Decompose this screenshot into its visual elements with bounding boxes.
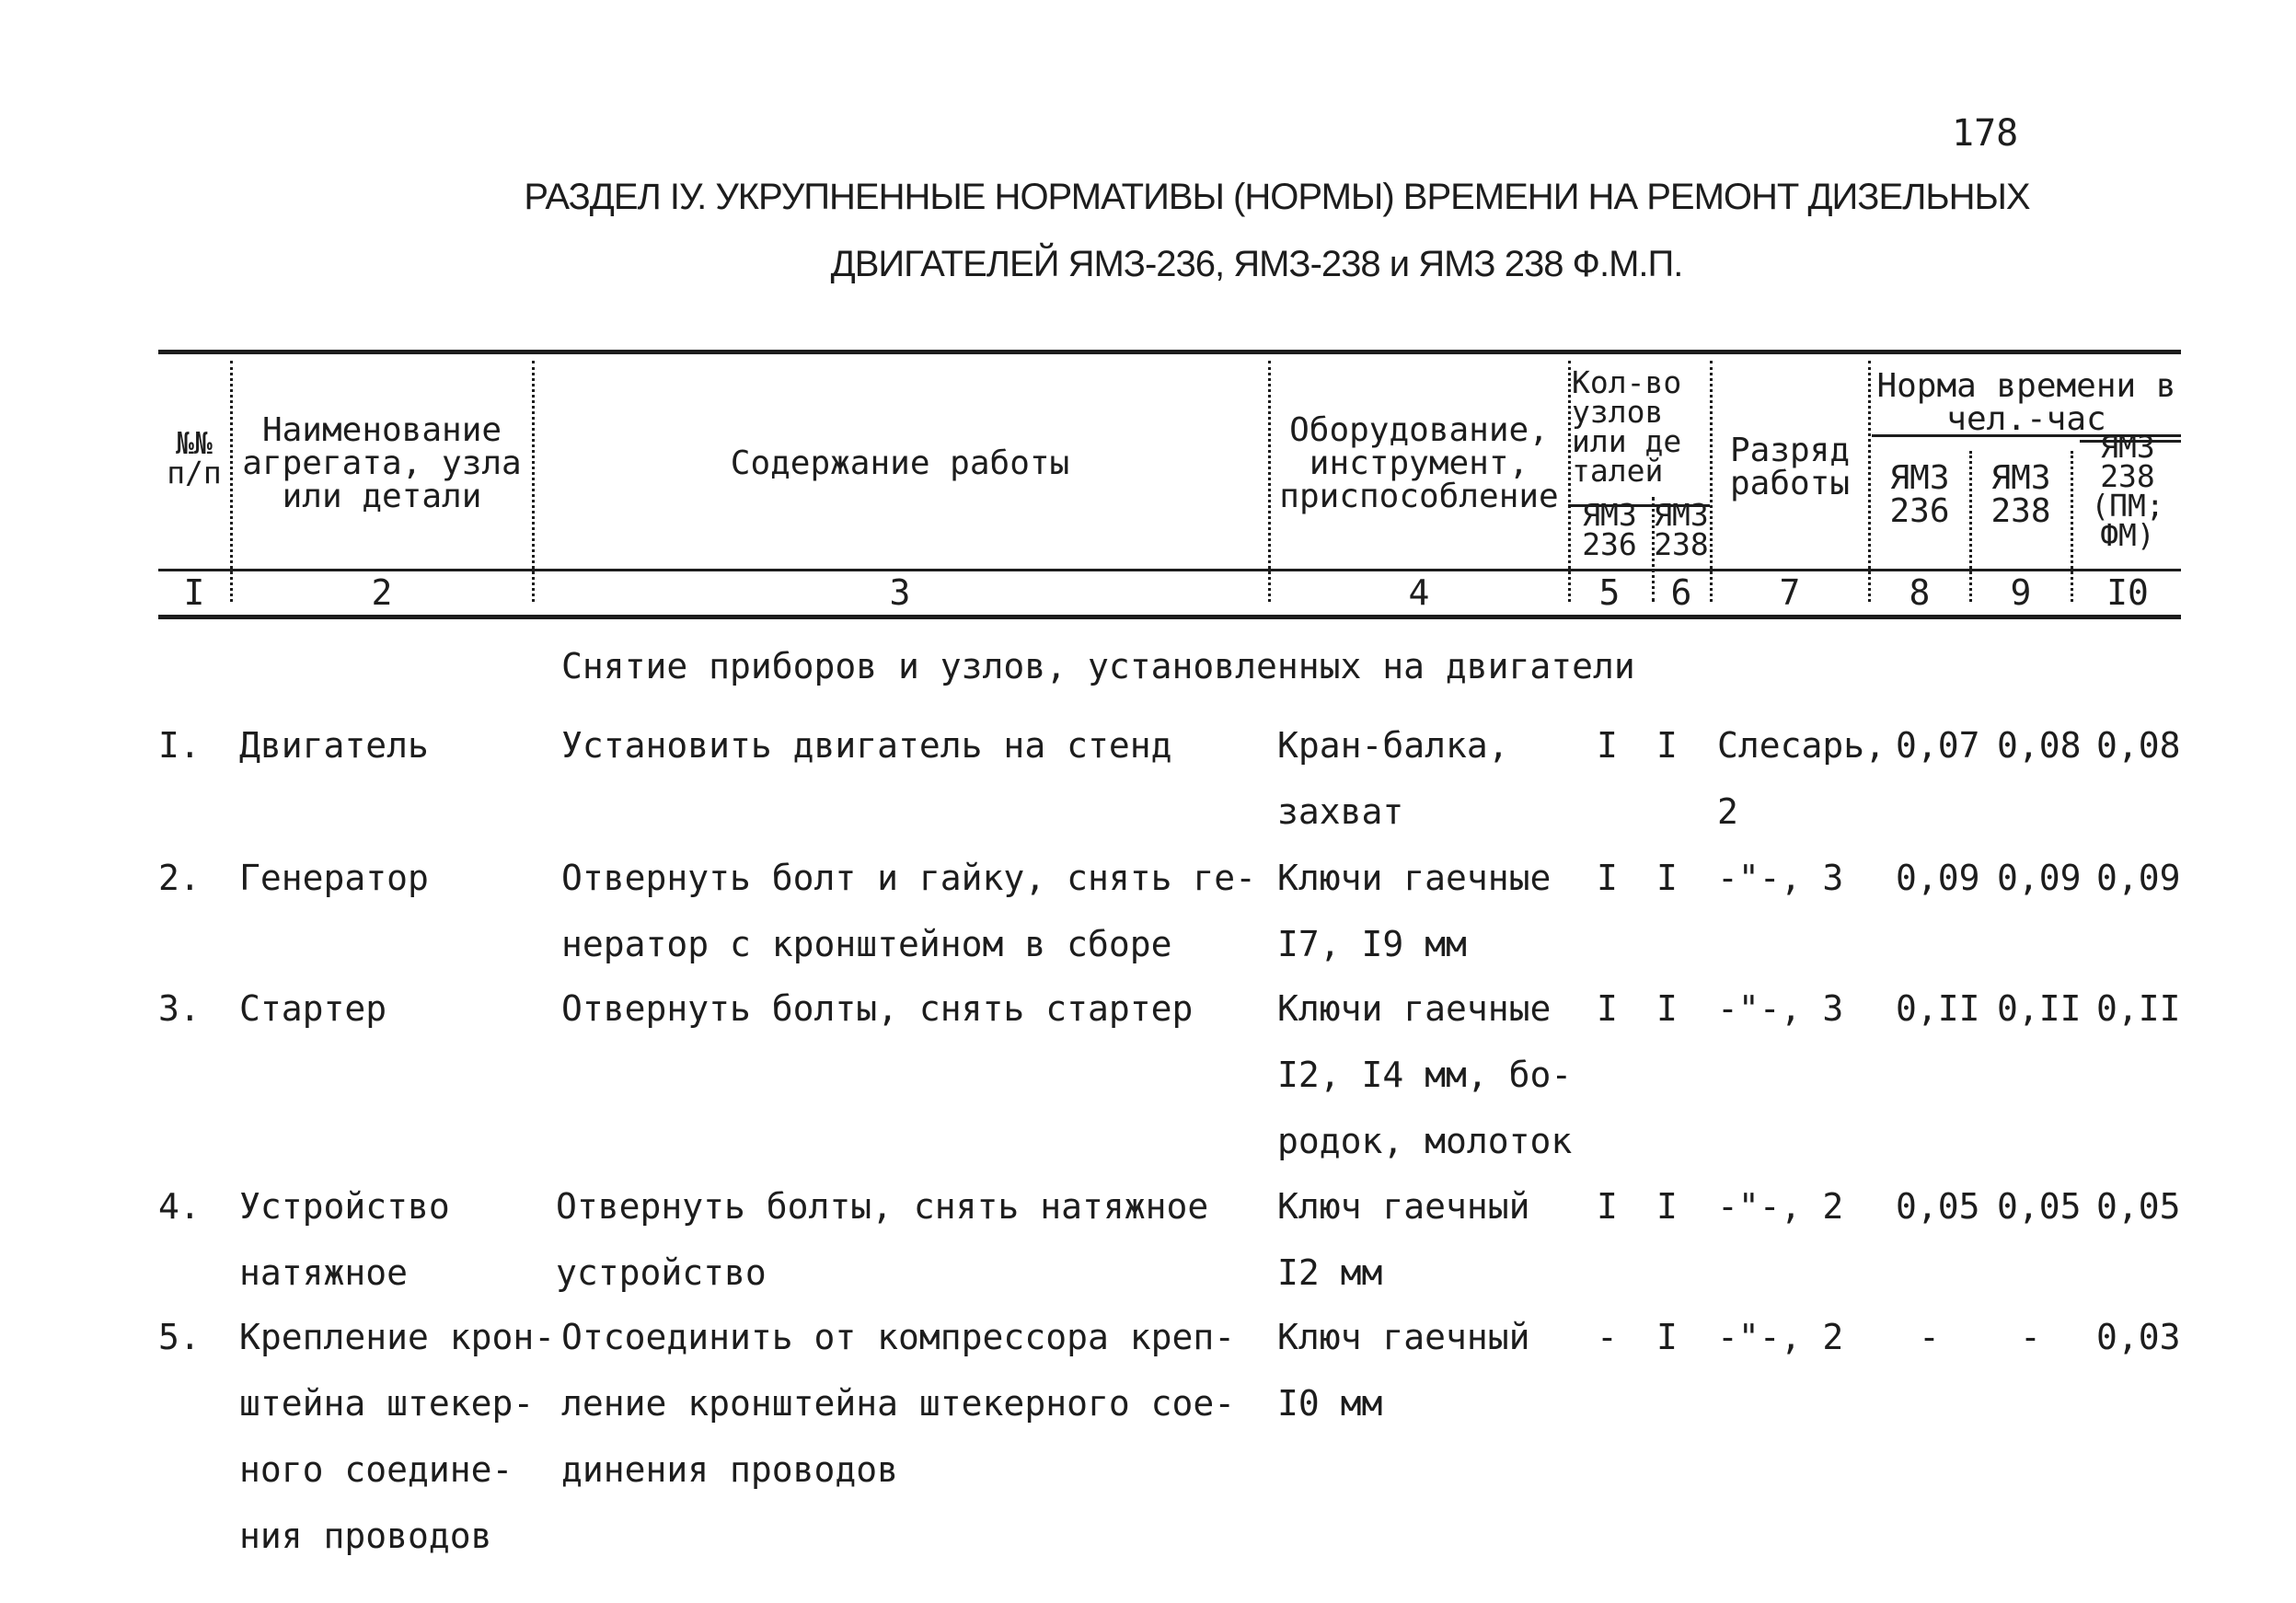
row-qty-236: I: [1597, 858, 1618, 898]
row-equipment: Ключ гаечный I2 мм: [1277, 1186, 1530, 1293]
row-norm-238: 0,09: [1997, 858, 2082, 898]
header-qty-238: ЯМЗ 238: [1654, 497, 1709, 562]
header-norm-group: Норма времени в чел.-час: [1876, 367, 2176, 438]
header-content: Содержание работы: [730, 444, 1070, 482]
row-name: Двигатель: [239, 725, 429, 766]
header-norm-236: ЯМЗ 236: [1889, 459, 1950, 530]
row-norm-236: 0,05: [1896, 1186, 1980, 1227]
row-qty-238: I: [1656, 725, 1678, 766]
column-number: 4: [1408, 572, 1430, 613]
header-qty-236: ЯМЗ 236: [1582, 497, 1637, 562]
row-norm-238fm: 0,08: [2096, 725, 2181, 766]
table-section-title: Снятие приборов и узлов, установленных на двигатели: [561, 646, 1635, 686]
column-number: 6: [1670, 572, 1692, 613]
row-qty-236: -: [1597, 1317, 1618, 1357]
row-qty-236: I: [1597, 988, 1618, 1029]
row-content: Отсоединить от компрессора креп- ление кронштейна штекерного сое- динения проводов: [561, 1317, 1236, 1490]
row-name: Стартер: [239, 988, 387, 1029]
row-norm-238: -: [2020, 1317, 2041, 1357]
row-norm-236: 0,07: [1896, 725, 1980, 766]
row-qty-238: I: [1656, 1317, 1678, 1357]
row-norm-238fm: 0,09: [2096, 858, 2181, 898]
header-num: №№ п/п: [167, 425, 222, 490]
row-num: I.: [158, 725, 201, 766]
row-norm-238fm: 0,05: [2096, 1186, 2181, 1227]
page-number: 178: [1952, 112, 2019, 155]
row-name: Крепление крон- штейна штекер- ного соедине- ния проводов: [239, 1317, 556, 1556]
column-separator: [230, 361, 233, 602]
header-norm-238fm: ЯМЗ 238 (ПМ; ФМ): [2091, 429, 2164, 553]
row-norm-238: 0,05: [1997, 1186, 2082, 1227]
header-equipment: Оборудование, инструмент, приспособление: [1279, 411, 1559, 515]
section-title-line-2: ДВИГАТЕЛЕЙ ЯМЗ-236, ЯМЗ-238 и ЯМЗ 238 Ф.М.П.: [830, 244, 1683, 284]
row-name: Генератор: [239, 858, 429, 898]
row-norm-236: -: [1919, 1317, 1940, 1357]
row-content: Установить двигатель на стенд: [561, 725, 1172, 766]
row-equipment: Ключи гаечные I2, I4 мм, бо- родок, молоток: [1277, 988, 1573, 1161]
row-name: Устройство натяжное: [239, 1186, 450, 1293]
row-qty-236: I: [1597, 725, 1618, 766]
row-norm-238: 0,08: [1997, 725, 2082, 766]
column-separator: [1710, 361, 1713, 602]
column-separator: [1568, 361, 1571, 602]
table-top-rule: [158, 350, 2181, 354]
row-equipment: Ключ гаечный I0 мм: [1277, 1317, 1530, 1424]
row-num: 5.: [158, 1317, 201, 1357]
row-norm-238: 0,II: [1997, 988, 2082, 1029]
column-number: 7: [1779, 572, 1801, 613]
row-norm-238fm: 0,03: [2096, 1317, 2181, 1357]
header-name: Наименование агрегата, узла или детали: [242, 411, 522, 515]
header-qty-group: Кол-во узлов или де талей: [1572, 364, 1682, 489]
header-grade: Разряд работы: [1729, 432, 1851, 502]
column-separator: [2071, 451, 2073, 602]
row-equipment: Кран-балка, захват: [1277, 725, 1509, 832]
row-grade: -"-, 2: [1717, 1317, 1844, 1357]
row-norm-238fm: 0,II: [2096, 988, 2181, 1029]
section-title-line-1: РАЗДЕЛ IУ. УКРУПНЕННЫЕ НОРМАТИВЫ (НОРМЫ) ВРЕМЕНИ НА РЕМОНТ ДИЗЕЛЬНЫХ: [524, 177, 2030, 217]
row-qty-238: I: [1656, 988, 1678, 1029]
row-num: 2.: [158, 858, 201, 898]
row-qty-238: I: [1656, 1186, 1678, 1227]
column-separator: [1268, 361, 1271, 602]
column-number: I0: [2106, 572, 2149, 613]
row-qty-236: I: [1597, 1186, 1618, 1227]
column-separator: [532, 361, 535, 602]
row-content: Отвернуть болты, снять натяжное устройство: [556, 1186, 1209, 1293]
row-grade: -"-, 2: [1717, 1186, 1844, 1227]
row-equipment: Ключи гаечные I7, I9 мм: [1277, 858, 1552, 964]
column-number: 8: [1909, 572, 1931, 613]
row-content: Отвернуть болты, снять стартер: [561, 988, 1194, 1029]
column-number: 2: [371, 572, 393, 613]
header-norm-238: ЯМЗ 238: [1990, 459, 2051, 530]
column-number: 5: [1598, 572, 1621, 613]
row-grade: Слесарь, 2: [1717, 725, 1886, 832]
row-content: Отвернуть болт и гайку, снять ге- нератор с кронштейном в сборе: [561, 858, 1256, 964]
row-norm-236: 0,II: [1896, 988, 1980, 1029]
column-separator: [1969, 451, 1972, 602]
column-separator: [1868, 361, 1871, 602]
row-grade: -"-, 3: [1717, 858, 1844, 898]
row-num: 3.: [158, 988, 201, 1029]
row-qty-238: I: [1656, 858, 1678, 898]
column-number: 9: [2010, 572, 2032, 613]
column-numbers-bottom-rule: [158, 615, 2181, 619]
row-grade: -"-, 3: [1717, 988, 1844, 1029]
row-norm-236: 0,09: [1896, 858, 1980, 898]
header-bottom-rule: [158, 569, 2181, 571]
column-number: I: [183, 572, 205, 613]
column-number: 3: [889, 572, 911, 613]
row-num: 4.: [158, 1186, 201, 1227]
